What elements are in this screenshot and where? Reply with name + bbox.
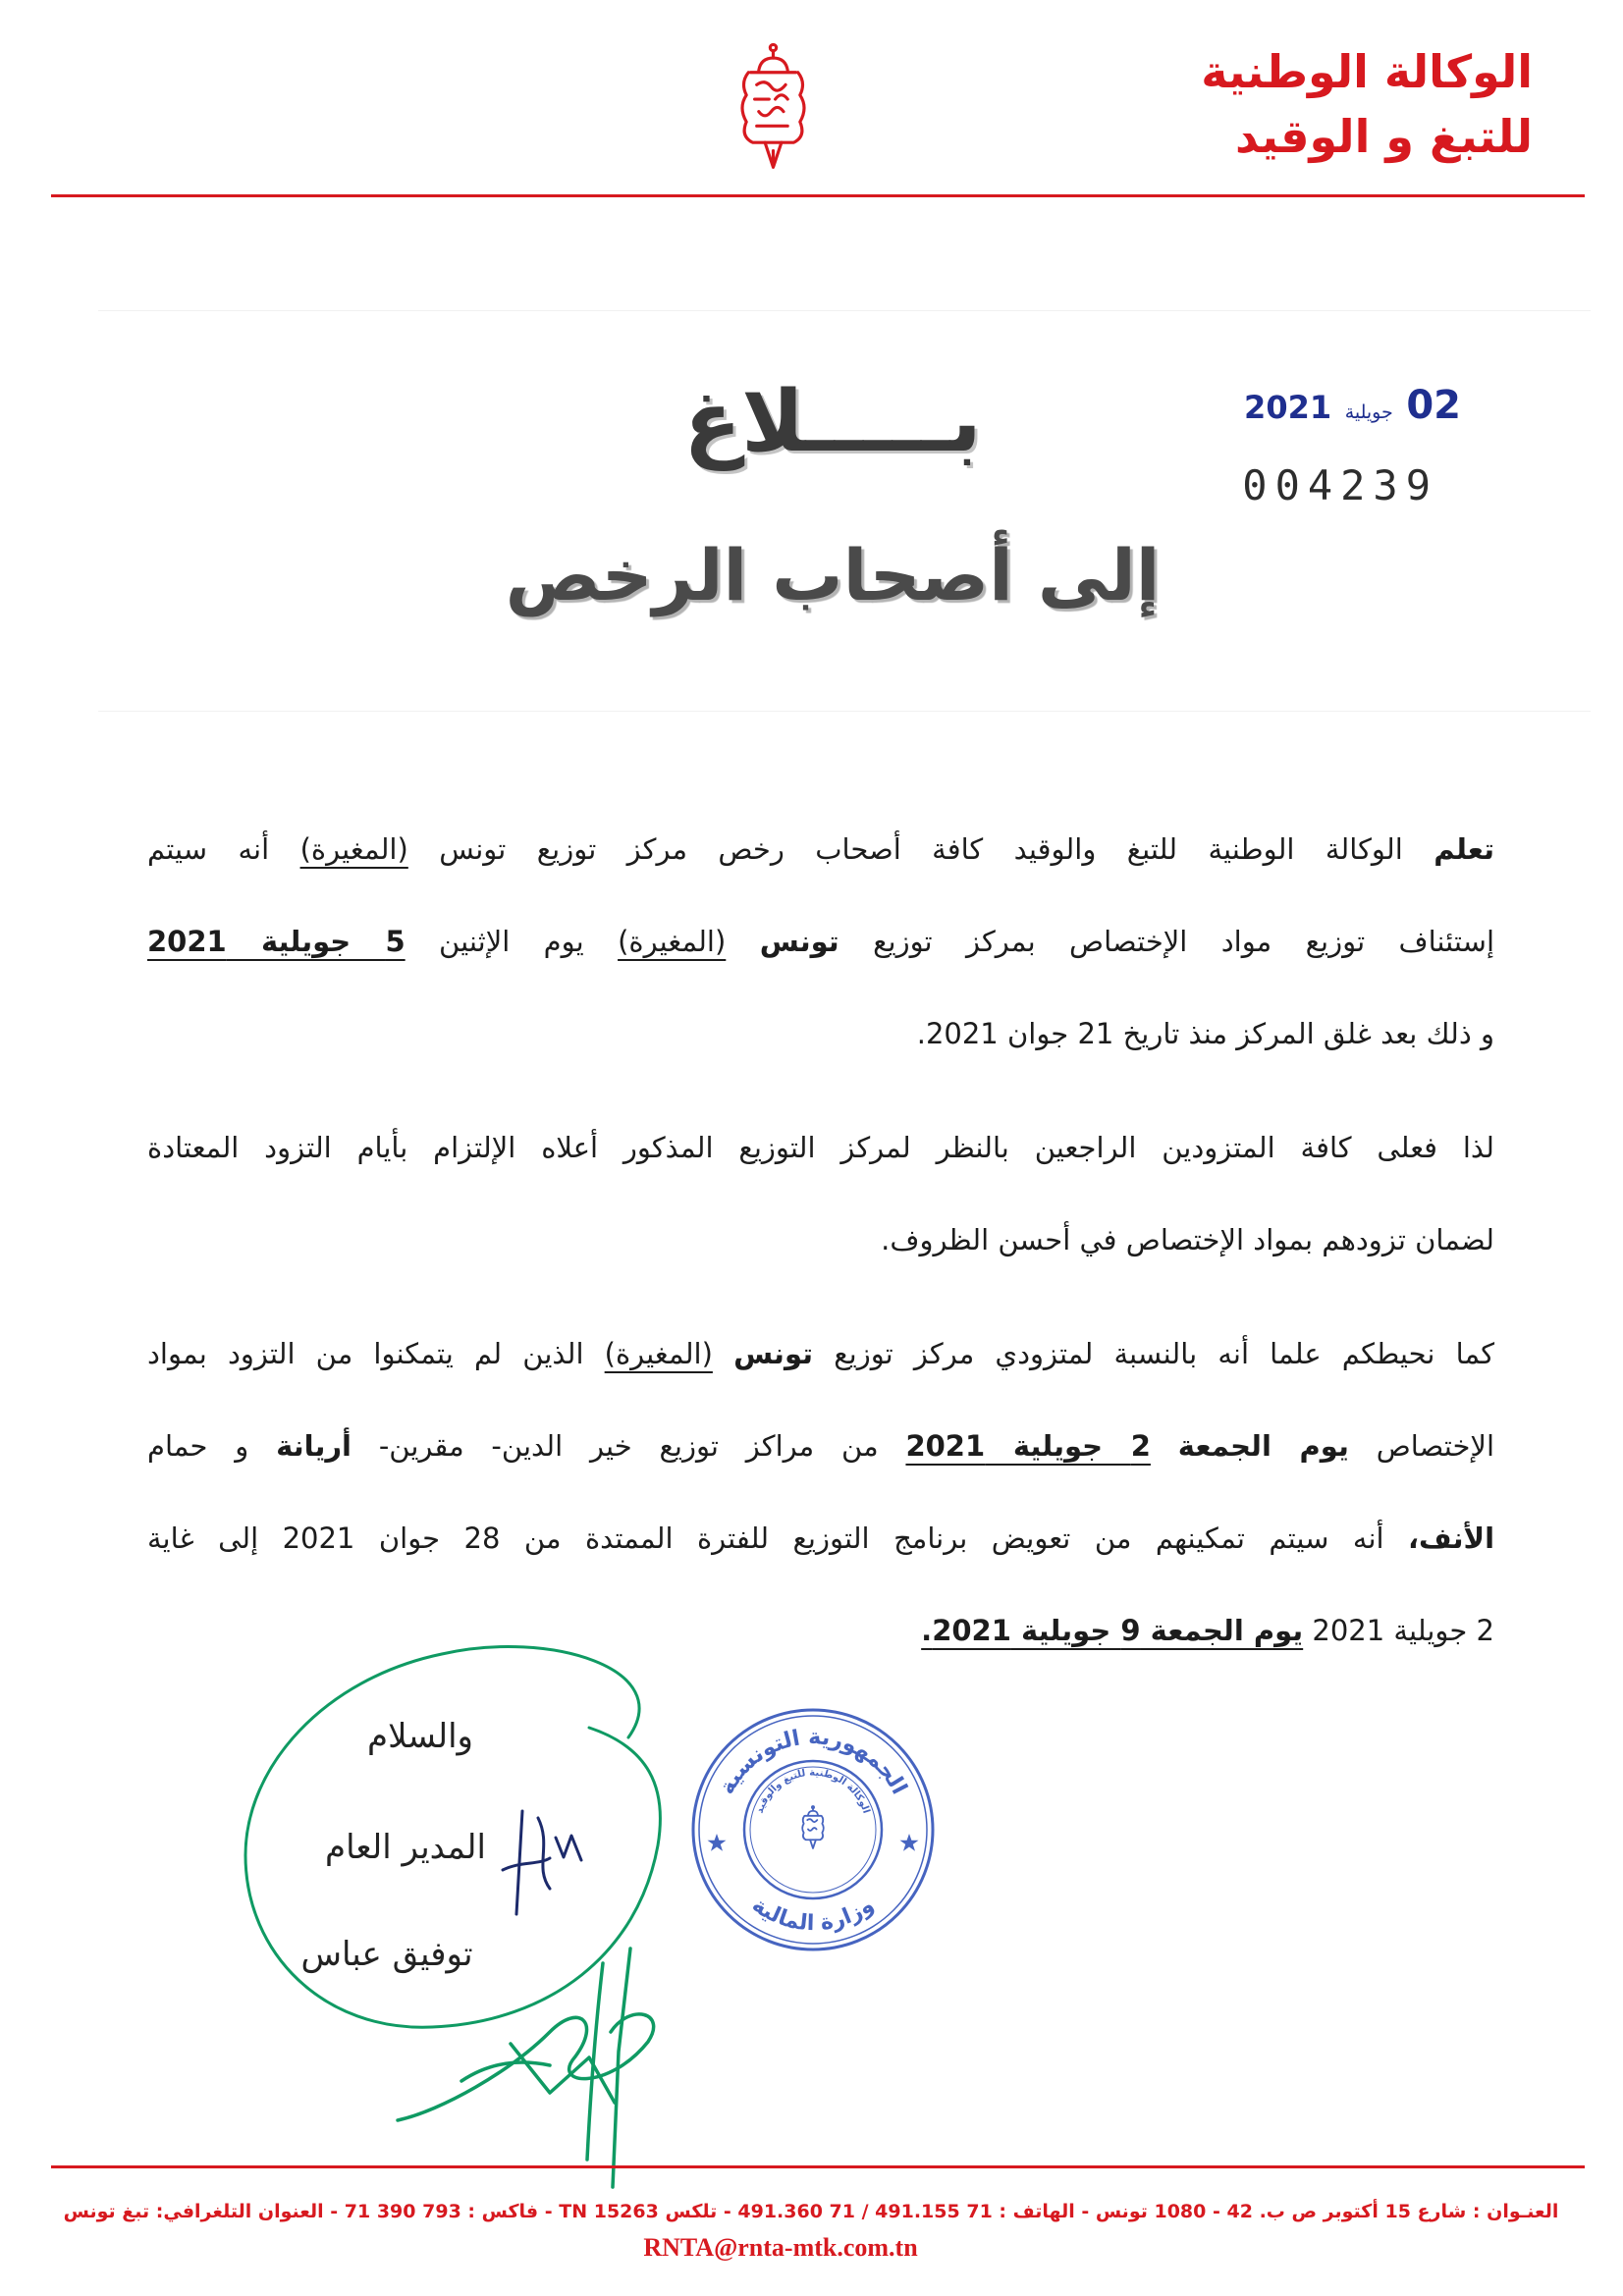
body-text-segment: من مراكز توزيع خير الدين- مقرين- xyxy=(378,1429,879,1463)
reference-day: 02 xyxy=(1406,383,1461,428)
closing-salutation: والسلام xyxy=(367,1717,473,1756)
stamp-star-icon xyxy=(900,1834,919,1851)
body-text-segment: يوم الإثنين xyxy=(439,925,584,958)
letterhead-divider xyxy=(51,194,1585,197)
agency-name-line2: للتبغ و الوقيد xyxy=(1235,110,1533,163)
green-signature-scribble xyxy=(398,1949,654,2187)
body-text-segment: لذا فعلى كافة المتزودين الراجعين بالنظر لمركز التوزيع المذكور أعلاه الإلتزام بأيام التزود المعتادة xyxy=(147,1131,1494,1164)
body-text-segment: أنه سيتم xyxy=(147,832,270,866)
footer-email: RNTA@rnta-mtk.com.tn xyxy=(643,2233,918,2262)
bold-text-segment: أريانة xyxy=(276,1429,352,1463)
body-line xyxy=(147,1492,1494,1584)
body-line xyxy=(147,1584,1494,1677)
body-text-segment: أنه سيتم تمكينهم من تعويض برنامج التوزيع للفترة الممتدة من 28 جوان 2021 إلى غاية xyxy=(147,1522,1384,1555)
body-line xyxy=(147,988,1494,1080)
body-line xyxy=(147,1101,1494,1194)
body-line xyxy=(147,895,1494,988)
body-text-segment: إستئناف توزيع مواد الإختصاص بمركز توزيع xyxy=(873,925,1495,958)
body-paragraph xyxy=(147,1308,1494,1677)
body-paragraph xyxy=(147,803,1494,1080)
bold-underlined-text-segment: 5 جويلية 2021 xyxy=(147,925,406,958)
stamp-inner-text: الوكالة الوطنية للتبغ والوقيد xyxy=(754,1767,872,1815)
bold-text-segment: يوم الجمعة xyxy=(1177,1429,1349,1463)
stamp-top-text: الجمهورية التونسية xyxy=(714,1725,912,1799)
bold-text-segment: تعلم xyxy=(1434,832,1495,866)
footer-divider xyxy=(51,2165,1585,2168)
bold-text-segment: تونس xyxy=(759,925,839,958)
stamp-star-icon xyxy=(708,1834,727,1851)
body-paragraph xyxy=(147,1101,1494,1286)
reference-month: جويلية xyxy=(1344,401,1393,423)
body-text-segment: و ذلك بعد غلق المركز منذ تاريخ 21 جوان 2021. xyxy=(916,1017,1494,1050)
agency-name xyxy=(1201,39,1533,169)
stamp-emblem-icon xyxy=(802,1806,824,1848)
footer-address: العنـوان : شارع 15 أكتوبر ص ب. 42 - 1080 تونس - الهاتف : 71 491.155 / 71 491.360 - تلكس 15263 TN - فاكس : 793 390 71 - العنوان التلغرافي: تبغ تونس xyxy=(63,2201,1559,2222)
document-subtitle: إلى أصحاب الرخص xyxy=(505,534,1161,616)
bold-underlined-text-segment: يوم الجمعة 9 جويلية 2021. xyxy=(921,1614,1304,1647)
body-text-segment: الإختصاص xyxy=(1376,1429,1495,1463)
underlined-text-segment: (المغيرة) xyxy=(299,832,408,866)
body-text-segment: لضمان تزودهم بمواد الإختصاص في أحسن الظروف. xyxy=(881,1223,1494,1256)
body-text-segment: و حمام xyxy=(147,1429,249,1463)
reference-date-stamp xyxy=(1244,383,1461,428)
body-text-segment: الوكالة الوطنية للتبغ والوقيد كافة أصحاب رخص مركز توزيع تونس xyxy=(439,832,1403,866)
stamp-bottom-text: وزارة المالية xyxy=(747,1893,879,1937)
underlined-text-segment: (المغيرة) xyxy=(618,925,727,958)
agency-name-line1: الوكالة الوطنية xyxy=(1201,45,1533,98)
notice-body xyxy=(147,803,1494,1677)
bold-text-segment: تونس xyxy=(733,1337,814,1370)
agency-logo-icon xyxy=(722,41,825,176)
reference-number: 004239 xyxy=(1242,461,1438,509)
underlined-text-segment: (المغيرة) xyxy=(604,1337,713,1370)
body-line xyxy=(147,1194,1494,1286)
body-text-segment: 2 جويلية 2021 xyxy=(1312,1614,1494,1647)
signatory-name: توفيق عباس xyxy=(300,1935,473,1974)
body-text-segment: كما نحيطكم علما أنه بالنسبة لمتزودي مركز توزيع xyxy=(834,1337,1495,1370)
reference-year: 2021 xyxy=(1244,389,1332,426)
bold-text-segment: الأنف، xyxy=(1408,1522,1495,1555)
document-title: بـــــلاغ xyxy=(683,373,982,471)
body-line xyxy=(147,1308,1494,1400)
scan-artifact-line xyxy=(98,711,1591,712)
signatory-title: المدير العام xyxy=(325,1828,486,1867)
body-line xyxy=(147,803,1494,895)
body-line xyxy=(147,1400,1494,1492)
bold-underlined-text-segment: 2 جويلية 2021 xyxy=(905,1429,1151,1463)
scan-artifact-line xyxy=(98,310,1591,311)
body-text-segment: الذين لم يتمكنوا من التزود بمواد xyxy=(147,1337,584,1370)
official-stamp xyxy=(687,1704,939,1955)
